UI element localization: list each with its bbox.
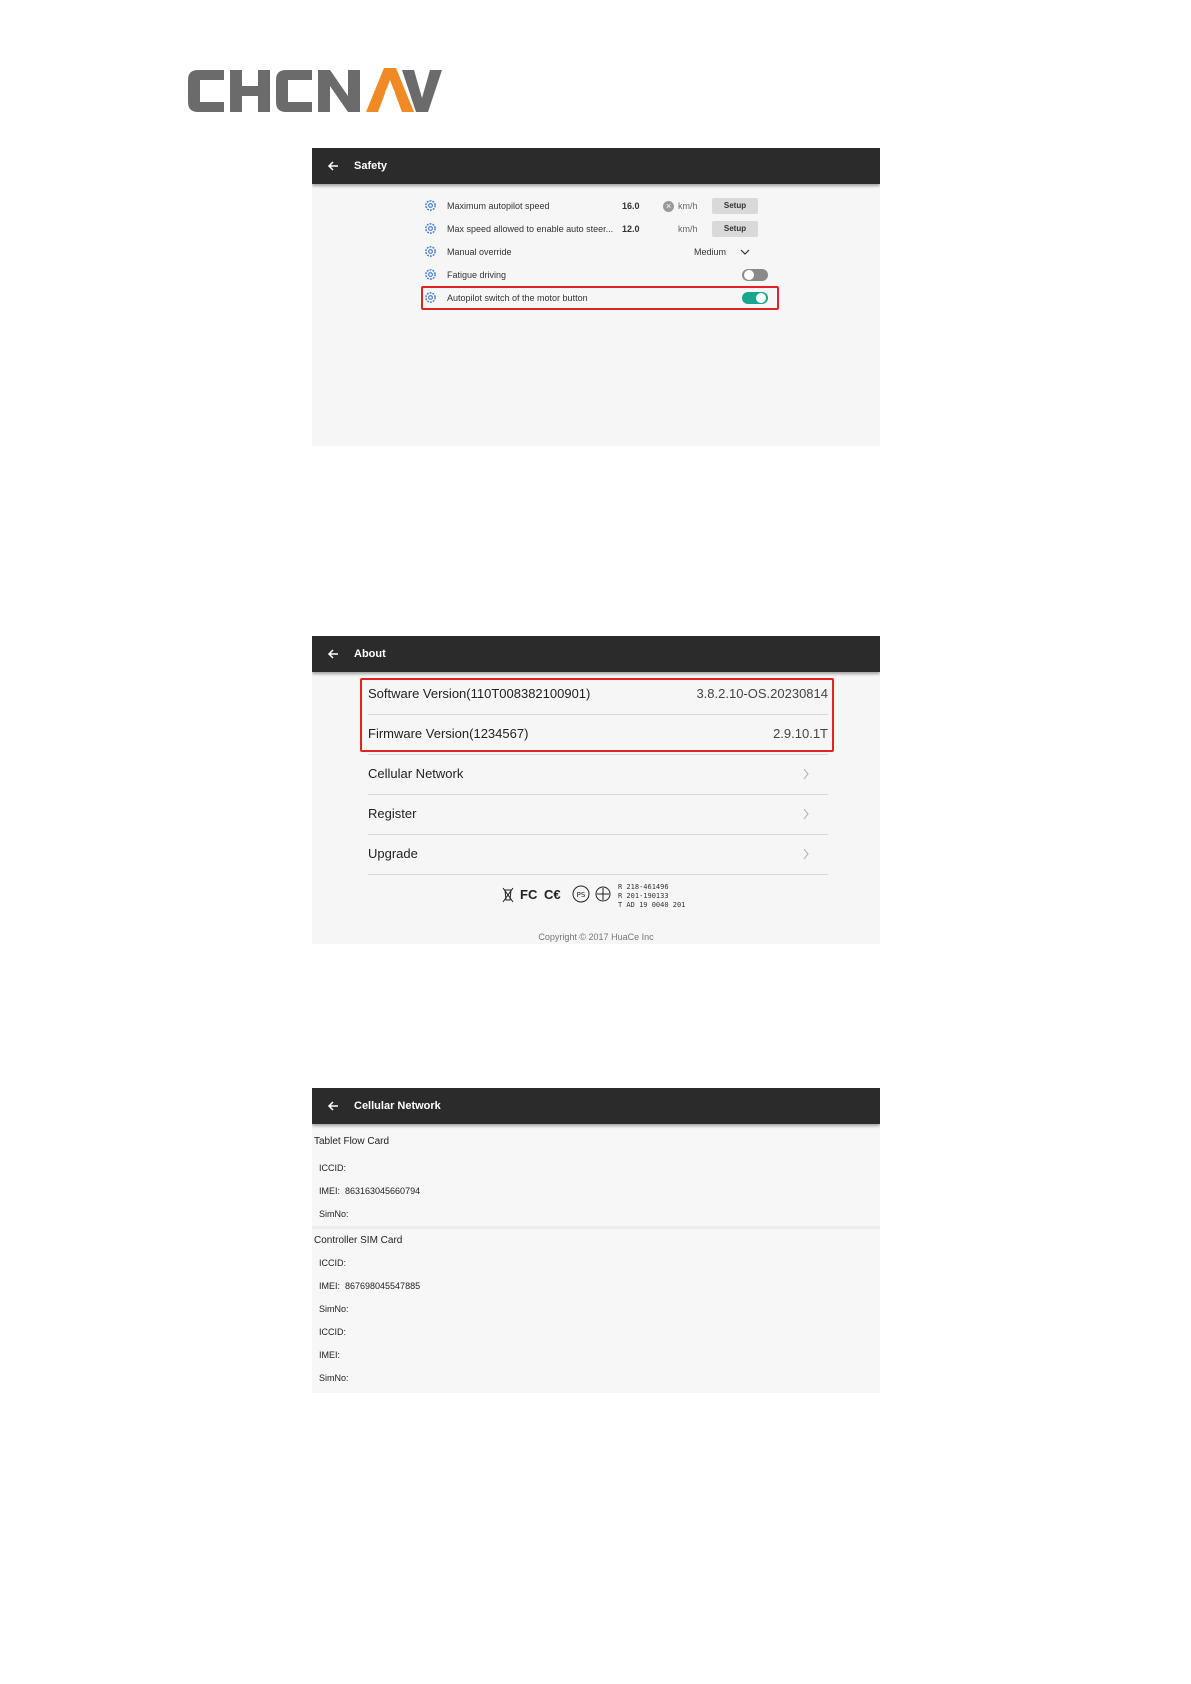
info-row: ICCID: (319, 1327, 346, 1337)
setting-label: Fatigue driving (447, 270, 507, 280)
telec-mark-icon (594, 885, 612, 903)
titlebar (312, 148, 880, 184)
safety-screenshot (312, 148, 880, 446)
about-screenshot (312, 636, 880, 944)
ce-mark: C€ (544, 887, 561, 902)
info-row: SimNo: (319, 1373, 349, 1383)
menu-item-label: Register (368, 806, 417, 821)
setting-value[interactable]: 16.0 (622, 201, 640, 211)
setup-button[interactable]: Setup (712, 198, 758, 214)
titlebar (312, 1088, 880, 1124)
menu-item-label: Cellular Network (368, 766, 464, 781)
info-row: ICCID: (319, 1163, 346, 1173)
override-dropdown[interactable]: Medium (694, 247, 727, 257)
svg-text:PS: PS (576, 891, 586, 899)
page-title: Safety (354, 160, 388, 172)
back-arrow-icon[interactable] (322, 148, 346, 184)
gear-icon (424, 268, 437, 281)
firmware-version-value: 2.9.10.1T (773, 726, 828, 741)
software-version-label: Software Version(110T008382100901) (368, 686, 591, 701)
menu-item-label: Upgrade (368, 846, 418, 861)
chcnav-logo (184, 60, 444, 122)
software-version-value: 3.8.2.10-OS.20230814 (696, 686, 828, 701)
menu-item-register[interactable] (368, 794, 828, 835)
setting-label: Autopilot switch of the motor button (447, 293, 588, 303)
page-title: About (354, 648, 386, 660)
back-arrow-icon[interactable] (322, 636, 346, 672)
chevron-right-icon (802, 808, 810, 820)
menu-item-upgrade[interactable] (368, 834, 828, 875)
gear-icon (424, 199, 437, 212)
info-row: IMEI: (319, 1350, 341, 1360)
menu-item-cellular-network[interactable] (368, 754, 828, 795)
info-row: SimNo: (319, 1209, 349, 1219)
page-title: Cellular Network (354, 1100, 441, 1112)
setting-label: Maximum autopilot speed (447, 201, 550, 211)
section-divider (312, 1226, 880, 1229)
setting-row-manual-override (422, 242, 752, 262)
cert-line: R 218-461496 (618, 883, 669, 891)
setting-row-max-speed (422, 196, 752, 216)
unit-label: km/h (678, 201, 698, 211)
firmware-version-label: Firmware Version(1234567) (368, 726, 529, 741)
back-arrow-icon[interactable] (322, 1088, 346, 1124)
pse-mark-icon (572, 885, 590, 903)
setting-label: Manual override (447, 247, 512, 257)
chevron-right-icon (802, 848, 810, 860)
fatigue-toggle[interactable] (742, 269, 768, 281)
setting-row-auto-steer-speed (422, 219, 752, 239)
clear-icon[interactable]: × (663, 201, 674, 212)
fcc-mark: FC (520, 887, 538, 902)
copyright-text: Copyright © 2017 HuaCe Inc (538, 932, 654, 942)
info-row: SimNo: (319, 1304, 349, 1314)
cellular-network-screenshot (312, 1088, 880, 1393)
section-heading-controller: Controller SIM Card (314, 1235, 403, 1246)
section-heading-tablet: Tablet Flow Card (314, 1136, 390, 1147)
chevron-right-icon (802, 768, 810, 780)
setup-button[interactable]: Setup (712, 221, 758, 237)
chevron-down-icon[interactable] (740, 248, 750, 256)
info-row: ICCID: (319, 1258, 346, 1268)
gear-icon (424, 222, 437, 235)
weee-bin-icon (502, 887, 514, 903)
info-row: IMEI: 867698045547885 (319, 1281, 421, 1291)
setting-value[interactable]: 12.0 (622, 224, 640, 234)
gear-icon (424, 245, 437, 258)
cert-line: T AD 19 0040 201 (618, 901, 686, 909)
cert-number-lines (618, 883, 685, 910)
highlight-box (360, 678, 834, 752)
logo-mark (184, 60, 444, 122)
unit-label: km/h (678, 224, 698, 234)
certification-marks (502, 881, 702, 909)
titlebar (312, 636, 880, 672)
info-row: IMEI: 863163045660794 (319, 1186, 421, 1196)
setting-row-fatigue-driving (422, 265, 752, 285)
setting-label: Max speed allowed to enable auto steer... (447, 224, 614, 234)
highlight-box (421, 286, 779, 310)
cert-line: R 201-190133 (618, 892, 669, 900)
